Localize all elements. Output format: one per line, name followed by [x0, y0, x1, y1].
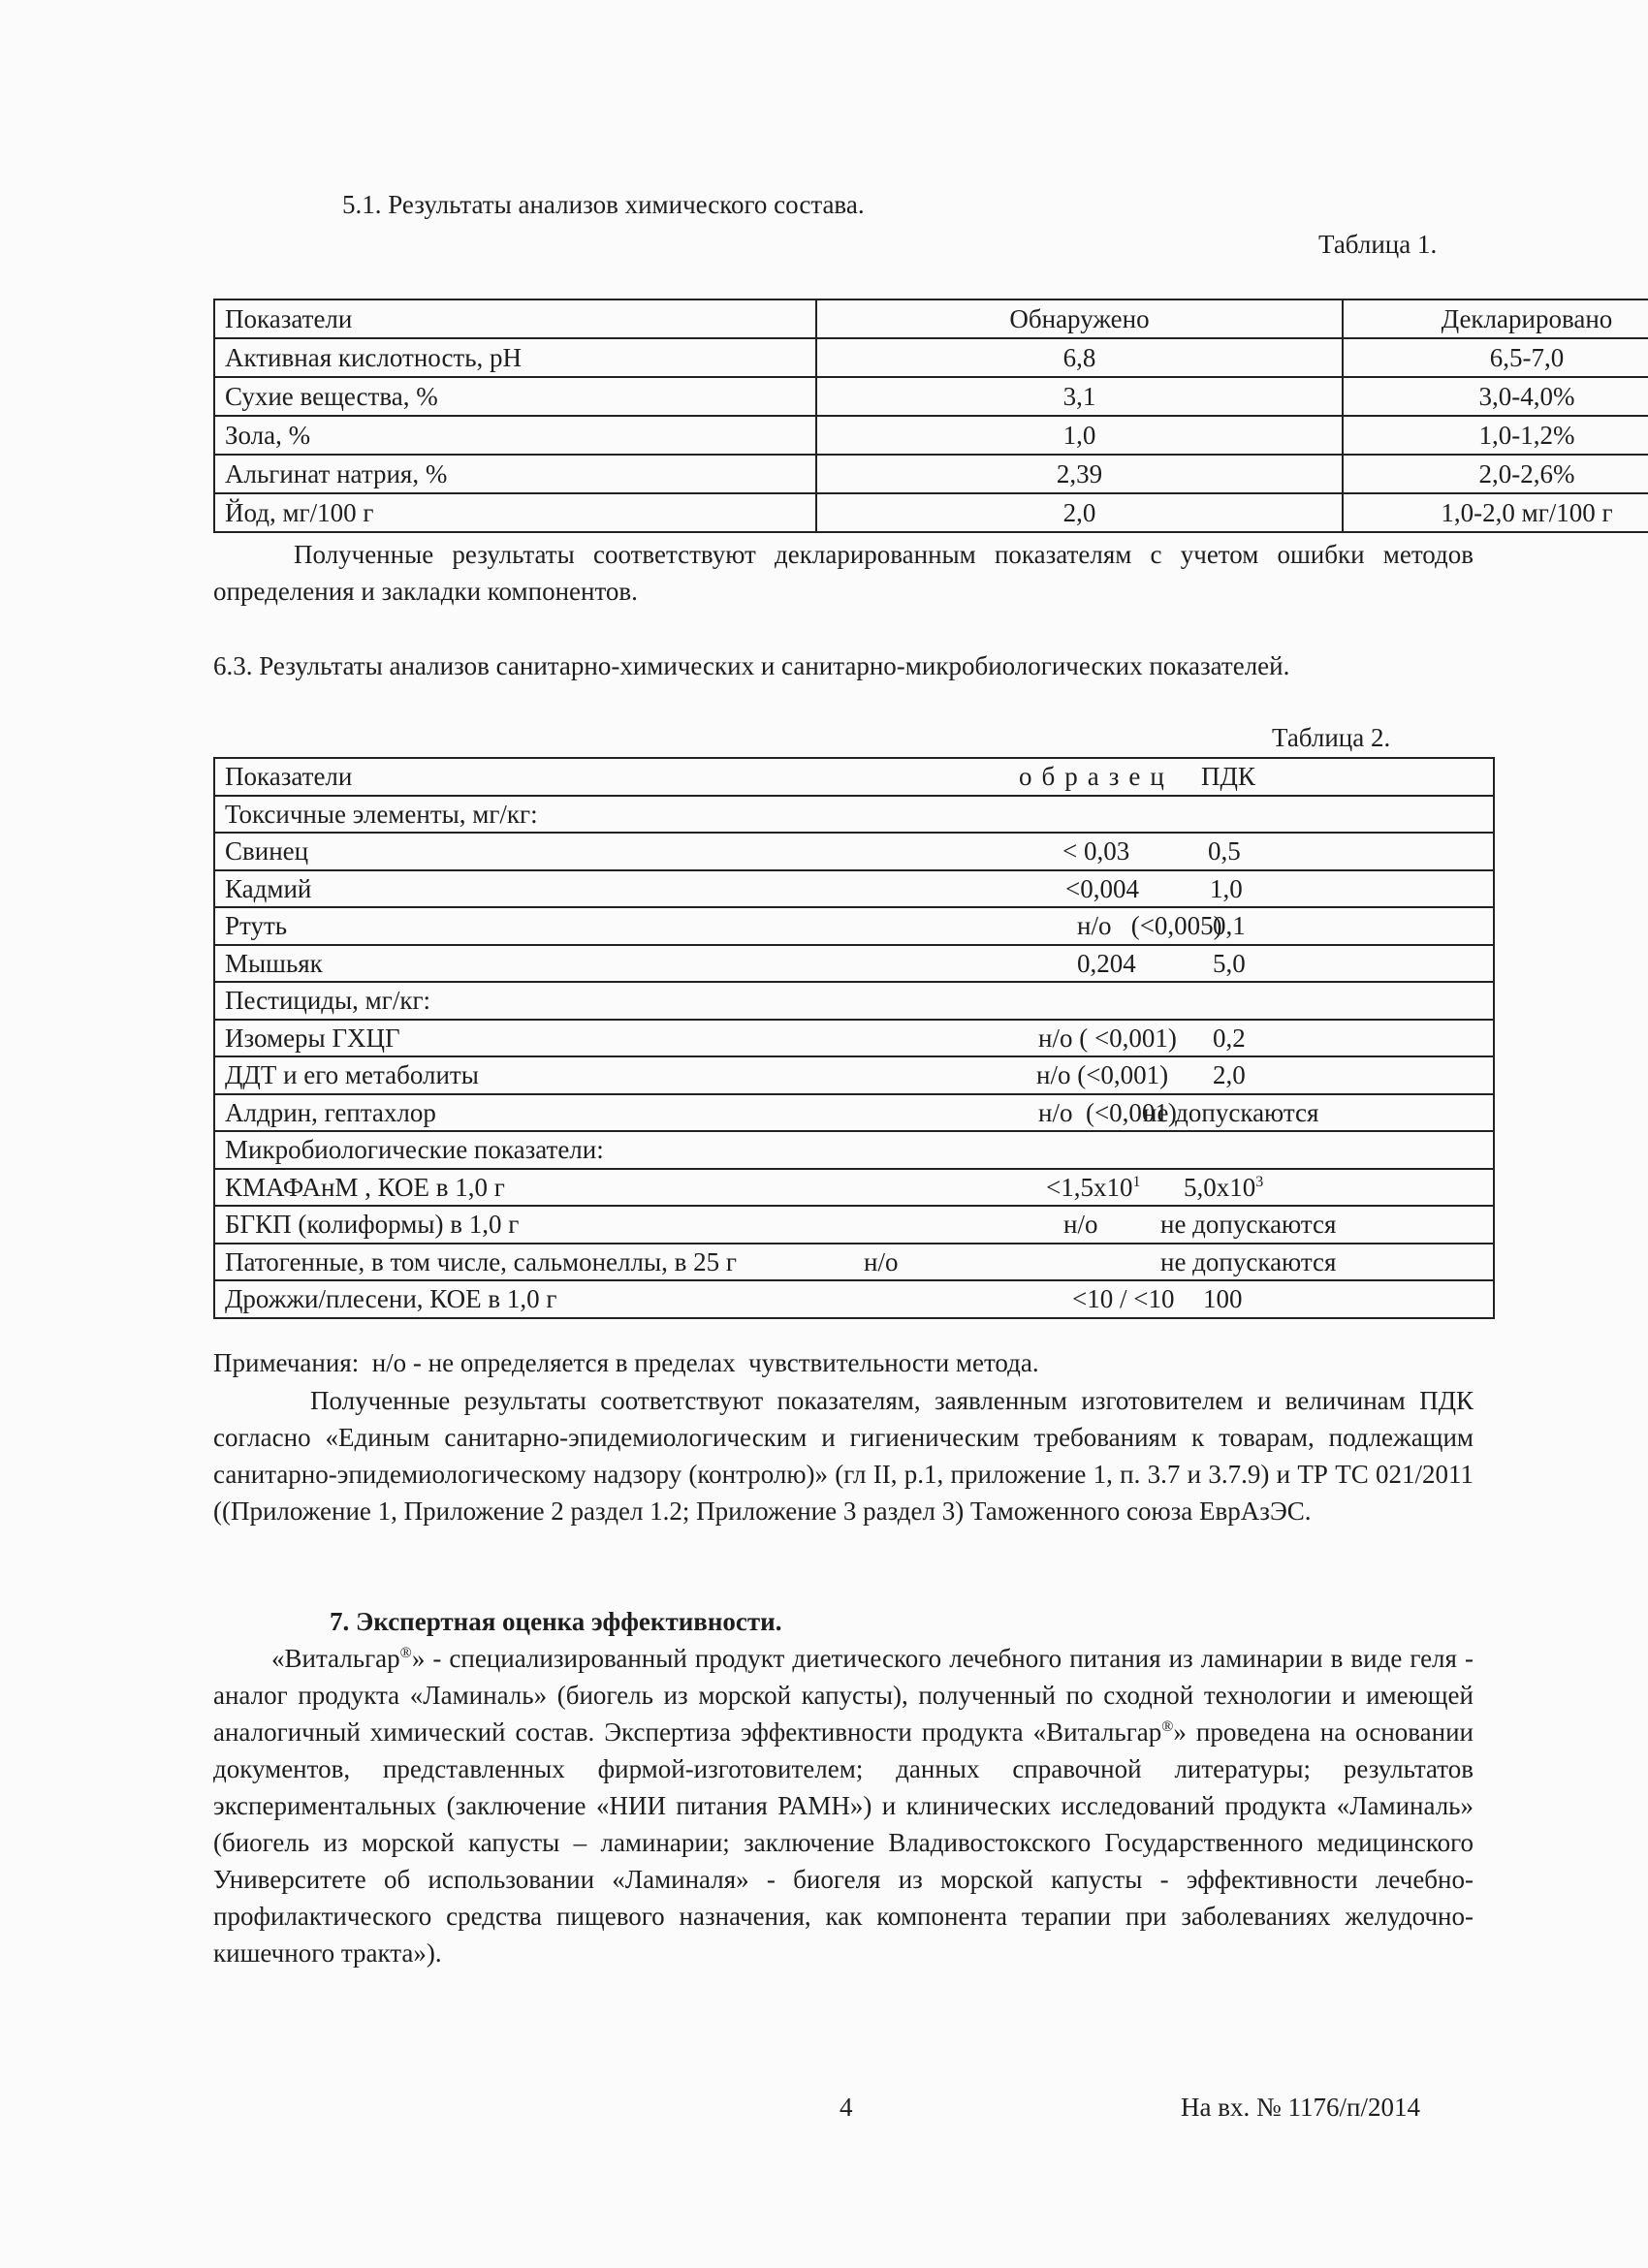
table-row	[214, 493, 1648, 532]
section-7-title: 7. Экспертная оценка эффективности.	[330, 1607, 782, 1636]
row-sample: <0,004	[835, 870, 1106, 908]
row-sample: н/о (<0,001)	[835, 1056, 1106, 1094]
row-declared: 1,0-1,2%	[1343, 416, 1648, 455]
group-row	[214, 982, 1494, 1020]
row-name: Активная кислотность, рН	[214, 338, 816, 377]
row-name: Алдрин, гептахлор	[214, 1094, 835, 1132]
table-row	[214, 945, 1494, 983]
section-7-paragraph: «Витальгар®» - специализированный продукт диетического лечебного питания из ламинарии в виде геля - аналог продукта «Ламиналь» (биогель из морской капусты), полученный по сходной технологии и имеющей аналогичный химический состав. Экспертиза эффективности продукта «Витальгар®» проведена на основании документов, представленных фирмой-изготовителем; данных справочной литературы; результатов экспериментальных (заключение «НИИ питания РАМН») и клинических исследований продукта «Ламиналь» (биогель из морской капусты – ламинарии; заключение Владивостокского Государственного медицинского Университете об использовании «Ламиналя» - биогеля из морской капусты - эффективности лечебно-профилактического средства пищевого назначения, как компонента терапии при заболеваниях желудочно-кишечного тракта»).	[213, 1644, 1474, 1968]
chemical-composition-table	[213, 299, 1648, 533]
header-pdk: ПДК	[1106, 758, 1494, 796]
row-name: КМАФАнМ , КОЕ в 1,0 г	[214, 1169, 835, 1207]
section-6-3-title: 6.3. Результаты анализов санитарно-химических и санитарно-микробиологических показателей.	[213, 651, 1290, 680]
row-name: Альгинат натрия, %	[214, 455, 816, 493]
table-row	[214, 1094, 1494, 1132]
table-row	[214, 907, 1494, 945]
row-name: Свинец	[214, 833, 835, 870]
row-pdk: 0,2	[1106, 1020, 1494, 1057]
row-sample: < 0,03	[835, 833, 1106, 870]
row-pdk: $5,0x10^3$	[1106, 1169, 1494, 1207]
table-row	[214, 1056, 1494, 1094]
header-declared: Декларировано	[1343, 299, 1648, 338]
row-declared: 1,0-2,0 мг/100 г	[1343, 493, 1648, 532]
row-sample: н/о	[835, 1244, 1106, 1281]
table-header-row	[214, 758, 1494, 796]
table-row	[214, 1244, 1494, 1281]
row-name: Патогенные, в том числе, сальмонеллы, в 25 г	[214, 1244, 835, 1281]
header-sample: образец	[835, 758, 1106, 796]
row-name: Сухие вещества, %	[214, 377, 816, 416]
row-pdk: не допускаются	[1106, 1206, 1494, 1244]
row-pdk: не допускаются	[1106, 1244, 1494, 1281]
table-row	[214, 338, 1648, 377]
section-6-3-conclusion: Полученные результаты соответствуют показателям, заявленным изготовителем и величинам ПДК согласно «Единым санитарно-эпидемиологическим и гигиеническим требованиям к товарам, подлежащим санитарно-эпидемиологическому надзору (контролю)» (гл II, р.1, приложение 1, п. 3.7 и 3.7.9) и ТР ТС 021/2011 ((Приложение 1, Приложение 2 раздел 1.2; Приложение 3 раздел 3) Таможенного союза ЕврАзЭС.	[213, 1386, 1474, 1526]
section-5-1-conclusion: Полученные результаты соответствуют декларированным показателям с учетом ошибки методов определения и закладки компонентов.	[213, 540, 1474, 606]
row-pdk: 100	[1106, 1280, 1494, 1318]
table-row	[214, 377, 1648, 416]
row-sample: н/о (<0,001)	[835, 1094, 1106, 1132]
header-indicator: Показатели	[214, 758, 835, 796]
header-indicator: Показатели	[214, 299, 816, 338]
row-sample: $<1,5x10^1$	[835, 1169, 1106, 1207]
row-name: Зола, %	[214, 416, 816, 455]
incoming-reference: На вх. № 1176/п/2014	[1181, 2093, 1420, 2122]
row-sample: н/о	[835, 1206, 1106, 1244]
table-row	[214, 833, 1494, 870]
row-found: 6,8	[816, 338, 1343, 377]
page-number: 4	[840, 2093, 853, 2122]
row-name: ДДТ и его метаболиты	[214, 1056, 835, 1094]
row-sample: 0,204	[835, 945, 1106, 983]
row-sample: н/о ( <0,001)	[835, 1020, 1106, 1057]
group-row	[214, 1131, 1494, 1169]
group-pesticides: Пестициды, мг/кг:	[214, 982, 1494, 1020]
row-sample: н/о (<0,005)	[835, 907, 1106, 945]
table-row	[214, 1206, 1494, 1244]
row-name: Изомеры ГХЦГ	[214, 1020, 835, 1057]
group-toxic-elements: Токсичные элементы, мг/кг:	[214, 796, 1494, 834]
table-row	[214, 1280, 1494, 1318]
section-5-1-title: 5.1. Результаты анализов химического состава.	[342, 190, 865, 219]
table-row	[214, 1020, 1494, 1057]
row-pdk: 0,5	[1106, 833, 1494, 870]
row-pdk: 5,0	[1106, 945, 1494, 983]
table-row	[214, 416, 1648, 455]
header-found: Обнаружено	[816, 299, 1343, 338]
group-row	[214, 796, 1494, 834]
row-pdk: 0,1	[1106, 907, 1494, 945]
row-pdk: не допускаются	[1106, 1094, 1494, 1132]
row-found: 1,0	[816, 416, 1343, 455]
row-declared: 6,5-7,0	[1343, 338, 1648, 377]
row-found: 2,39	[816, 455, 1343, 493]
table-2-note: Примечания: н/о - не определяется в пределах чувствительности метода.	[213, 1348, 1039, 1377]
row-pdk: 2,0	[1106, 1056, 1494, 1094]
table-1-caption: Таблица 1.	[1318, 230, 1438, 259]
row-declared: 3,0-4,0%	[1343, 377, 1648, 416]
table-2-caption: Таблица 2.	[1272, 723, 1391, 752]
table-row	[214, 870, 1494, 908]
row-name: Дрожжи/плесени, КОЕ в 1,0 г	[214, 1280, 835, 1318]
sanitary-indicators-table	[213, 757, 1495, 1319]
row-declared: 2,0-2,6%	[1343, 455, 1648, 493]
row-name: БГКП (колиформы) в 1,0 г	[214, 1206, 835, 1244]
row-name: Йод, мг/100 г	[214, 493, 816, 532]
table-row	[214, 1169, 1494, 1207]
row-found: 3,1	[816, 377, 1343, 416]
row-name: Мышьяк	[214, 945, 835, 983]
table-header-row	[214, 299, 1648, 338]
row-name: Кадмий	[214, 870, 835, 908]
row-pdk: 1,0	[1106, 870, 1494, 908]
group-microbiological: Микробиологические показатели:	[214, 1131, 1494, 1169]
row-name: Ртуть	[214, 907, 835, 945]
table-row	[214, 455, 1648, 493]
row-found: 2,0	[816, 493, 1343, 532]
row-sample: <10 / <10	[835, 1280, 1106, 1318]
